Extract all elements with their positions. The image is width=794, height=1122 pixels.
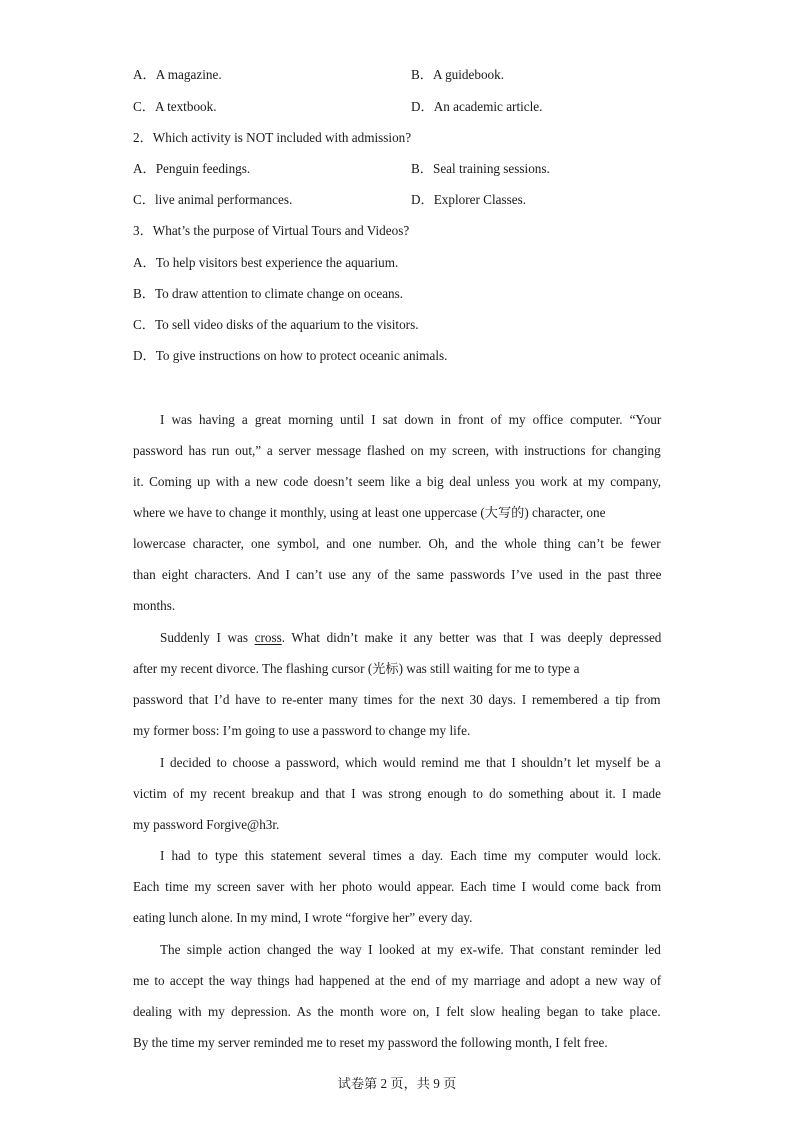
underlined-word-cross: cross — [254, 630, 282, 645]
passage-p2-line: after my recent divorce. The flashing cursor (光标) was still waiting for me to type a — [133, 661, 580, 676]
passage-p2-first-line — [160, 630, 661, 646]
passage-p2-line: password that I’d have to re-enter many times for the next 30 days. I remembered a tip from — [133, 692, 661, 707]
passage-p1-line: lowercase character, one symbol, and one number. Oh, and the whole thing can’t be fewer — [133, 536, 661, 551]
passage-p1-line: where we have to change it monthly, using at least one uppercase (大写的) character, one — [133, 505, 606, 520]
passage-p3-line: I decided to choose a password, which would remind me that I shouldn’t let myself be a — [160, 755, 661, 770]
q3-option-a: A．To help visitors best experience the aquarium. — [133, 255, 399, 270]
passage-p5-line: me to accept the way things had happened at the end of my marriage and adopt a new way of — [133, 973, 662, 988]
passage-p1-line: password has run out,” a server message flashed on my screen, with instructions for changing — [133, 443, 661, 458]
q1-option-b: B．A guidebook. — [411, 67, 505, 82]
q1-option-d: D．An academic article. — [411, 99, 543, 114]
passage-p2-line: my former boss: I’m going to use a password to change my life. — [133, 723, 471, 738]
q2-option-a: A．Penguin feedings. — [133, 161, 251, 176]
q3-option-d: D．To give instructions on how to protect oceanic animals. — [133, 348, 448, 363]
passage-p4-line: Each time my screen saver with her photo would appear. Each time I would come back from — [133, 879, 662, 894]
q1-option-a: A．A magazine. — [133, 67, 222, 82]
passage-p1-line: months. — [133, 598, 176, 613]
passage-p3-line: victim of my recent breakup and that I was strong enough to do something about it. I made — [133, 786, 661, 801]
passage-p1-line: than eight characters. And I can’t use any of the same passwords I’ve used in the past three — [133, 567, 662, 582]
passage-p4-line: eating lunch alone. In my mind, I wrote “forgive her” every day. — [133, 910, 473, 925]
passage-p1-line: it. Coming up with a new code doesn’t seem like a big deal unless you work at my company, — [133, 474, 662, 489]
passage-p4-line: I had to type this statement several times a day. Each time my computer would lock. — [160, 848, 662, 863]
page-footer: 试卷第 2 页，共 9 页 — [337, 1076, 457, 1091]
passage-p3-line: my password Forgive@h3r. — [133, 817, 280, 832]
passage-p5-line: By the time my server reminded me to reset my password the following month, I felt free. — [133, 1035, 608, 1050]
q3-option-b: B．To draw attention to climate change on oceans. — [133, 286, 404, 301]
p2-rest-text: . What didn’t make it any better was that I was deeply depressed — [281, 630, 662, 645]
passage-p1-line: I was having a great morning until I sat down in front of my office computer. “Your — [160, 412, 662, 427]
q2-stem: 2．Which activity is NOT included with admission? — [133, 130, 412, 145]
passage-p5-line: dealing with my depression. As the month wore on, I felt slow healing began to take place. — [133, 1004, 661, 1019]
passage-p5-line: The simple action changed the way I looked at my ex-wife. That constant reminder led — [160, 942, 661, 957]
q3-option-c: C．To sell video disks of the aquarium to the visitors. — [133, 317, 419, 332]
q2-option-c: C．live animal performances. — [133, 192, 293, 207]
q1-option-c: C．A textbook. — [133, 99, 217, 114]
p2-start-text: Suddenly I was — [160, 630, 255, 645]
q3-stem: 3．What’s the purpose of Virtual Tours and Videos? — [133, 223, 410, 238]
q2-option-d: D．Explorer Classes. — [411, 192, 527, 207]
q2-option-b: B．Seal training sessions. — [411, 161, 550, 176]
